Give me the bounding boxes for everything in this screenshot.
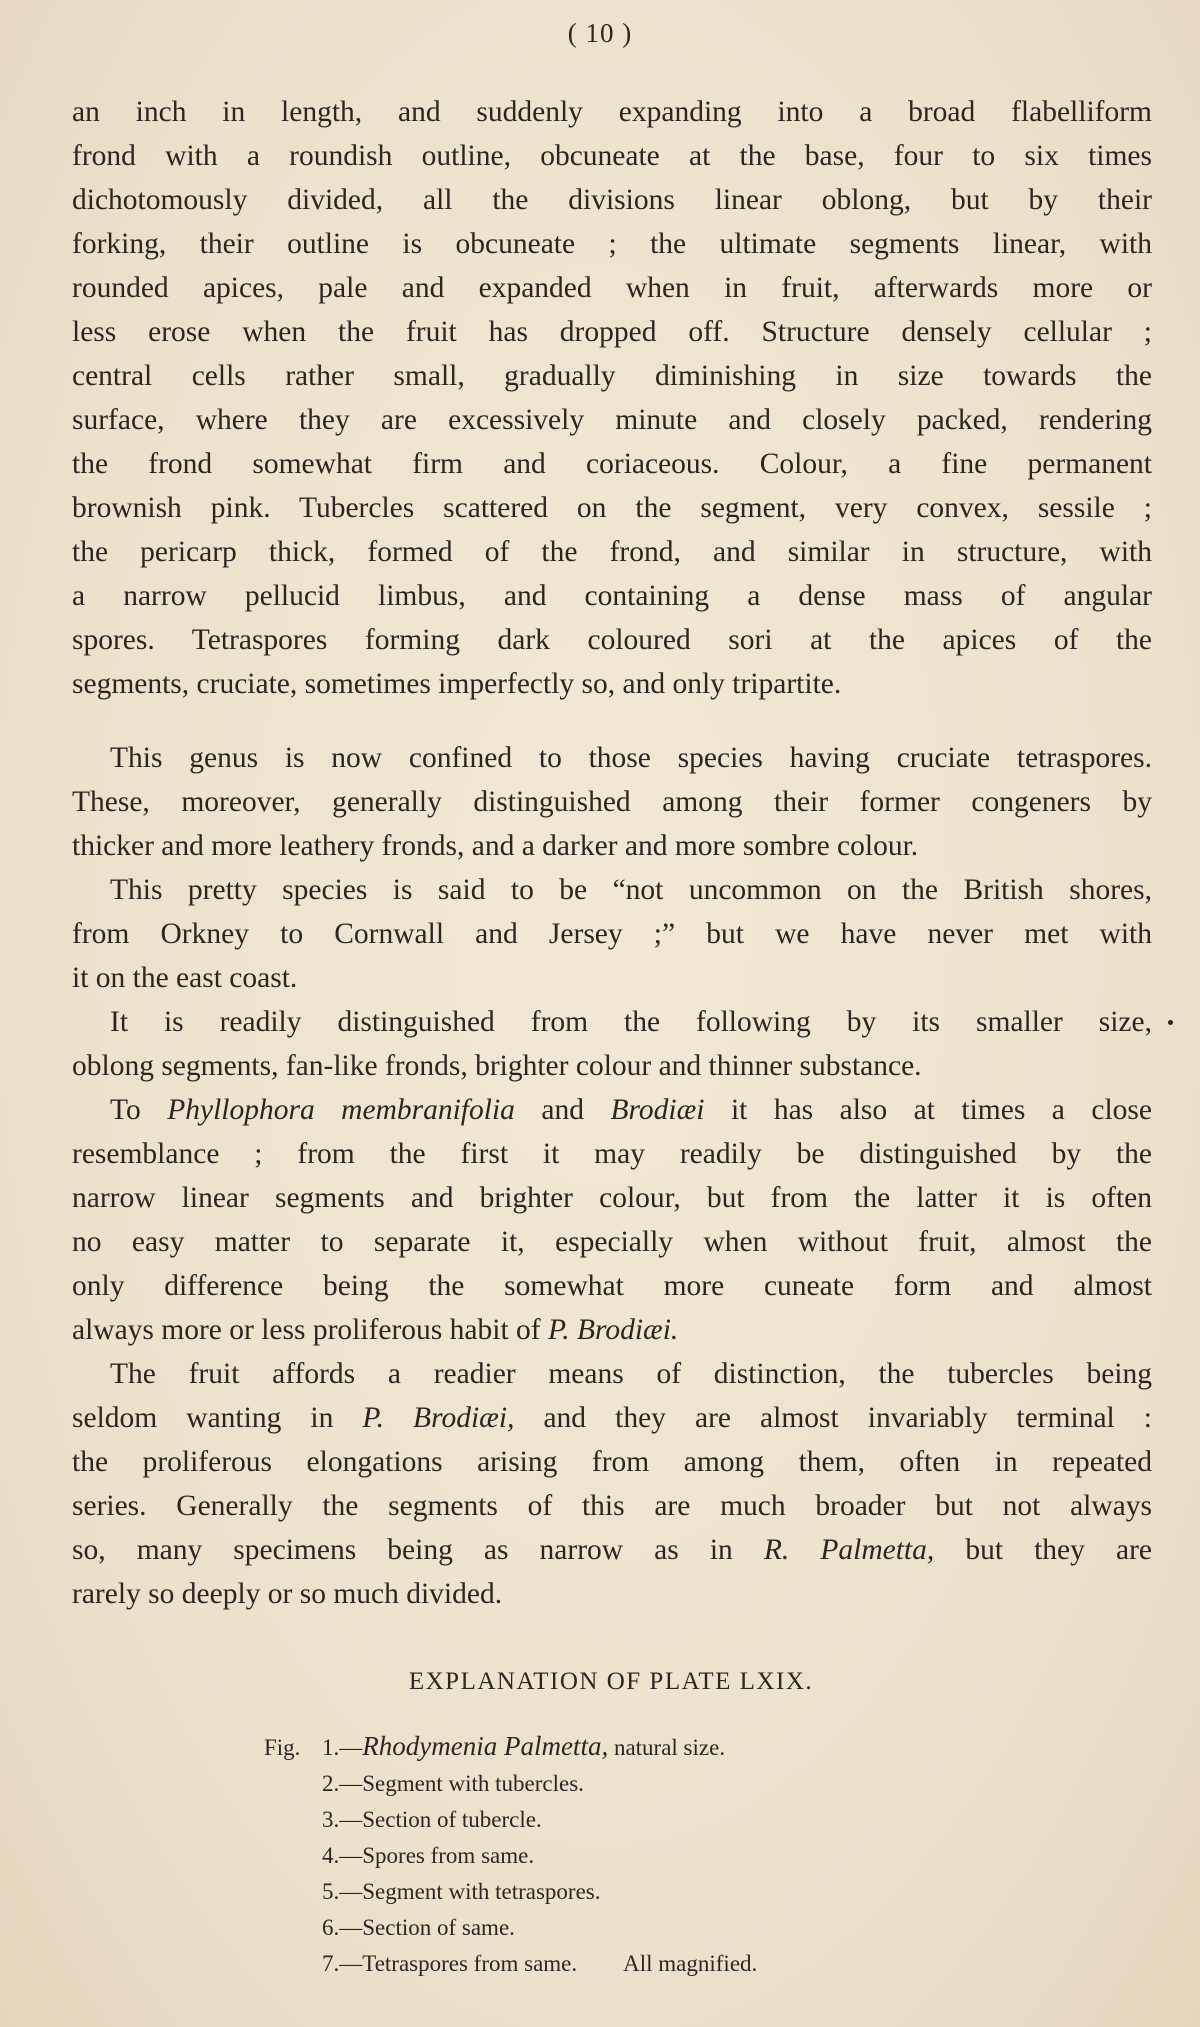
- figure-item: Fig. 1.—Rhodymenia Palmetta, natural size.: [264, 1731, 726, 1761]
- distinguish-paragraph: [72, 1000, 1152, 1088]
- figure-item: 5.—Segment with tetraspores.: [322, 1879, 601, 1904]
- species-name: P. Brodiæi.: [547, 1314, 679, 1346]
- species-name: P. Brodiæi,: [362, 1402, 515, 1434]
- figure-item: 7.—Tetraspores from same. All magnified.: [322, 1951, 758, 1976]
- description-paragraph: [72, 90, 1152, 706]
- figure-item: 3.—Section of tubercle.: [322, 1807, 542, 1832]
- figure-item: 4.—Spores from same.: [322, 1843, 535, 1868]
- text-line: surface, where they are excessively minute and closely packed, rendering: [72, 404, 1152, 436]
- text-line: frond with a roundish outline, obcuneate at the base, four to six times: [72, 140, 1152, 172]
- genus-paragraph: [72, 736, 1152, 868]
- text-line: an inch in length, and suddenly expanding into a broad flabelliform: [72, 96, 1152, 128]
- text-line: less erose when the fruit has dropped off. Structure densely cellular ;: [72, 316, 1152, 348]
- text-line: it on the east coast.: [72, 962, 298, 994]
- plate-explanation: [0, 1668, 1200, 1976]
- text-line: dichotomously divided, all the divisions linear oblong, but by their: [72, 184, 1152, 216]
- text-line: narrow linear segments and brighter colour, but from the latter it is often: [72, 1182, 1152, 1214]
- text-line: the frond somewhat firm and coriaceous. Colour, a fine permanent: [72, 448, 1152, 480]
- text-line: resemblance ; from the first it may readily be distinguished by the: [72, 1138, 1152, 1170]
- text-line: rounded apices, pale and expanded when in fruit, afterwards more or: [72, 272, 1152, 304]
- text-line: rarely so deeply or so much divided.: [72, 1578, 503, 1610]
- text-line: a narrow pellucid limbus, and containing a dense mass of angular: [72, 580, 1152, 612]
- text-line: so, many specimens being as narrow as in R. Palmetta, but they are: [72, 1534, 1152, 1566]
- text-line: only difference being the somewhat more cuneate form and almost: [72, 1270, 1152, 1302]
- text-line: seldom wanting in P. Brodiæi, and they are almost invariably terminal :: [72, 1402, 1152, 1434]
- figure-item: 2.—Segment with tubercles.: [322, 1771, 584, 1796]
- resemblance-paragraph: [72, 1088, 1152, 1352]
- text-line: segments, cruciate, sometimes imperfectly so, and only tripartite.: [72, 668, 842, 700]
- fruit-paragraph: [72, 1352, 1152, 1616]
- margin-mark: [1168, 1020, 1173, 1025]
- species-name: R. Palmetta,: [763, 1534, 935, 1566]
- text-line: The fruit affords a readier means of distinction, the tubercles being: [110, 1358, 1152, 1390]
- text-line: To Phyllophora membranifolia and Brodiæi it has also at times a close: [110, 1094, 1152, 1126]
- species-paragraph: [72, 868, 1152, 1000]
- paragraph-gap: [72, 706, 1152, 736]
- text-line: always more or less proliferous habit of P. Brodiæi.: [72, 1314, 679, 1346]
- explanation-title: EXPLANATION OF PLATE LXIX.: [408, 1668, 814, 1695]
- text-line: These, moreover, generally distinguished among their former congeners by: [72, 786, 1152, 818]
- figure-list: [264, 1728, 1022, 1982]
- page-number: ( 10 ): [567, 18, 633, 48]
- text-line: thicker and more leathery fronds, and a darker and more sombre colour.: [72, 830, 919, 862]
- text-line: from Orkney to Cornwall and Jersey ;” but we have never met with: [72, 918, 1152, 950]
- text-line: the proliferous elongations arising from among them, often in repeated: [72, 1446, 1152, 1478]
- text-line: no easy matter to separate it, especially when without fruit, almost the: [72, 1226, 1152, 1258]
- text-line: This pretty species is said to be “not uncommon on the British shores,: [110, 874, 1152, 906]
- text-line: spores. Tetraspores forming dark coloured sori at the apices of the: [72, 624, 1152, 656]
- species-name: Brodiæi: [610, 1094, 705, 1126]
- text-line: series. Generally the segments of this are much broader but not always: [72, 1490, 1152, 1522]
- text-line: the pericarp thick, formed of the frond, and similar in structure, with: [72, 536, 1152, 568]
- body-text: [72, 90, 1152, 1616]
- species-name: Phyllophora membranifolia: [167, 1094, 515, 1126]
- text-line: oblong segments, fan-like fronds, brighter colour and thinner substance.: [72, 1050, 922, 1082]
- text-line: It is readily distinguished from the following by its smaller size,: [110, 1006, 1152, 1038]
- species-name: Rhodymenia Palmetta,: [362, 1731, 609, 1761]
- text-line: This genus is now confined to those species having cruciate tetraspores.: [110, 742, 1152, 774]
- text-line: brownish pink. Tubercles scattered on the segment, very convex, sessile ;: [72, 492, 1152, 524]
- text-line: central cells rather small, gradually diminishing in size towards the: [72, 360, 1152, 392]
- text-line: forking, their outline is obcuneate ; the ultimate segments linear, with: [72, 228, 1152, 260]
- figure-item: 6.—Section of same.: [322, 1915, 515, 1940]
